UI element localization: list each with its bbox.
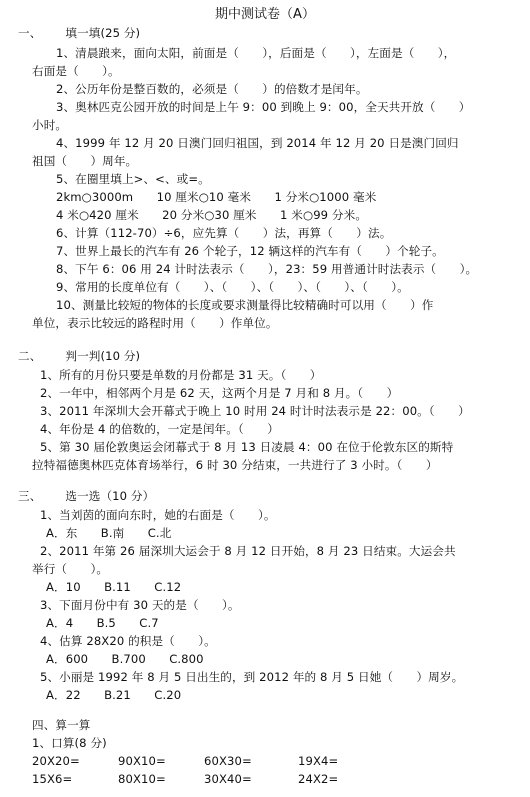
q1-1-line-1: 1、清晨踉来，面向太阳，前面是（ ），后面是（ ），左面是（ ），	[56, 46, 456, 60]
q1-5: 5、在圈里填上>、<、或=。	[56, 172, 210, 186]
section-2-number: 二、	[18, 349, 42, 363]
q1-2: 2、公历年份是整百数的，必须是（ ）的倍数才是闰年。	[56, 82, 368, 96]
section-4-heading: 四、算一算	[32, 718, 91, 732]
q1-10-line-1: 10、测量比较短的物体的长度或要求测量得比较精确时可以用（ ）作	[56, 298, 434, 312]
q3-3-options: A．4 B.5 C.7	[46, 616, 159, 630]
q3-1: 1、当刘茵的面向东时，她的右面是（ ）。	[40, 508, 276, 522]
mental-math-item: 30X40=	[204, 772, 252, 786]
section-3-number: 三、	[18, 489, 42, 503]
q3-2-line-1: 2、2011 年第 26 届深圳大运会于 8 月 12 日开始，8 月 23 日结束。大运会共	[40, 544, 456, 558]
section-2-title: 判一判(10 分)	[65, 349, 141, 363]
q3-2-line-2: 举行（ ）。	[32, 562, 109, 576]
mental-math-item: 90X10=	[118, 754, 166, 768]
q1-9: 9、常用的长度单位有（ ）、（ ）、（ ）、（ ）、（ ）。	[56, 280, 409, 294]
mental-math-item: 60X30=	[204, 754, 252, 768]
section-3-title: 选一选（10 分）	[65, 489, 155, 503]
q1-5-compare-row-2: 4 米○420 厘米 20 分米○30 厘米 1 米○99 分米。	[56, 208, 368, 222]
q1-3-line-2: 小时。	[32, 118, 68, 132]
mental-math-item: 15X6=	[32, 772, 73, 786]
section-1-heading	[18, 24, 140, 42]
q1-4-line-1: 4、1999 年 12 月 20 日澳门回归祖国，到 2014 年 12 月 20 日是澳门回归	[56, 136, 459, 150]
q2-2: 2、一年中，相邻两个月是 62 天，这两个月是 7 月和 8 月。（ ）	[40, 386, 399, 400]
section-1-number: 一、	[18, 26, 42, 40]
section-3-heading	[18, 487, 154, 505]
q1-4-line-2: 祖国（ ）周年。	[32, 154, 138, 168]
q2-5-line-2: 拉特福德奥林匹克体育场举行，6 时 30 分结束，一共进行了 3 小时。（ ）	[32, 458, 438, 472]
q3-5: 5、小丽是 1992 年 8 月 5 日出生的，到 2012 年的 8 月 5 日她（ ）周岁。	[40, 670, 464, 684]
q1-10-line-2: 单位，表示比较远的路程时用（ ）作单位。	[32, 316, 278, 330]
section-2-heading	[18, 347, 140, 365]
q2-5-line-1: 5、第 30 届伦敦奥运会闭幕式于 8 月 13 日凌晨 4：00 在位于伦敦东区的斯特	[40, 440, 454, 454]
q1-1-line-2: 右面是（ ）。	[32, 64, 120, 78]
q1-6: 6、计算（112-70）÷6，应先算（ ）法，再算（ ）法。	[56, 226, 392, 240]
mental-math-item: 20X20=	[32, 754, 80, 768]
page-title: 期中测试卷（A）	[215, 7, 315, 22]
q3-1-options: A．东 B.南 C.北	[46, 526, 172, 540]
q1-7: 7、世界上最长的汽车有 26 个轮子，12 辆这样的汽车有（ ）个轮子。	[56, 244, 444, 258]
q3-5-options: A．22 B.21 C.20	[46, 688, 182, 702]
mental-math-item: 80X10=	[118, 772, 166, 786]
q3-3: 3、下面月份中有 30 天的是（ ）。	[40, 598, 240, 612]
q1-8: 8、下午 6：06 用 24 计时法表示（ ），23：59 用普通计时法表示（ ）。	[56, 262, 478, 276]
q1-5-compare-row-1: 2km○3000m 10 厘米○10 毫米 1 分米○1000 毫米	[56, 190, 377, 204]
q3-2-options: A．10 B.11 C.12	[46, 580, 182, 594]
q2-1: 1、所有的月份只要是单数的月份都是 31 天。（ ）	[40, 368, 322, 382]
q1-3-line-1: 3、奥林匹克公园开放的时间是上午 9：00 到晚上 9：00，全天共开放（ ）	[56, 100, 471, 114]
q3-4: 4、估算 28X20 的积是（ ）。	[40, 634, 216, 648]
mental-math-item: 19X4=	[298, 754, 339, 768]
q4-1-heading: 1、口算(8 分)	[32, 736, 107, 750]
q3-4-options: A．600 B.700 C.800	[46, 652, 204, 666]
section-1-title: 填一填(25 分)	[65, 26, 141, 40]
q2-3: 3、2011 年深圳大会开幕式于晚上 10 时用 24 时计时法表示是 22：00。（ ）	[40, 404, 470, 418]
q2-4: 4、年份是 4 的倍数的，一定是闰年。（ ）	[40, 422, 279, 436]
mental-math-item: 24X2=	[298, 772, 339, 786]
